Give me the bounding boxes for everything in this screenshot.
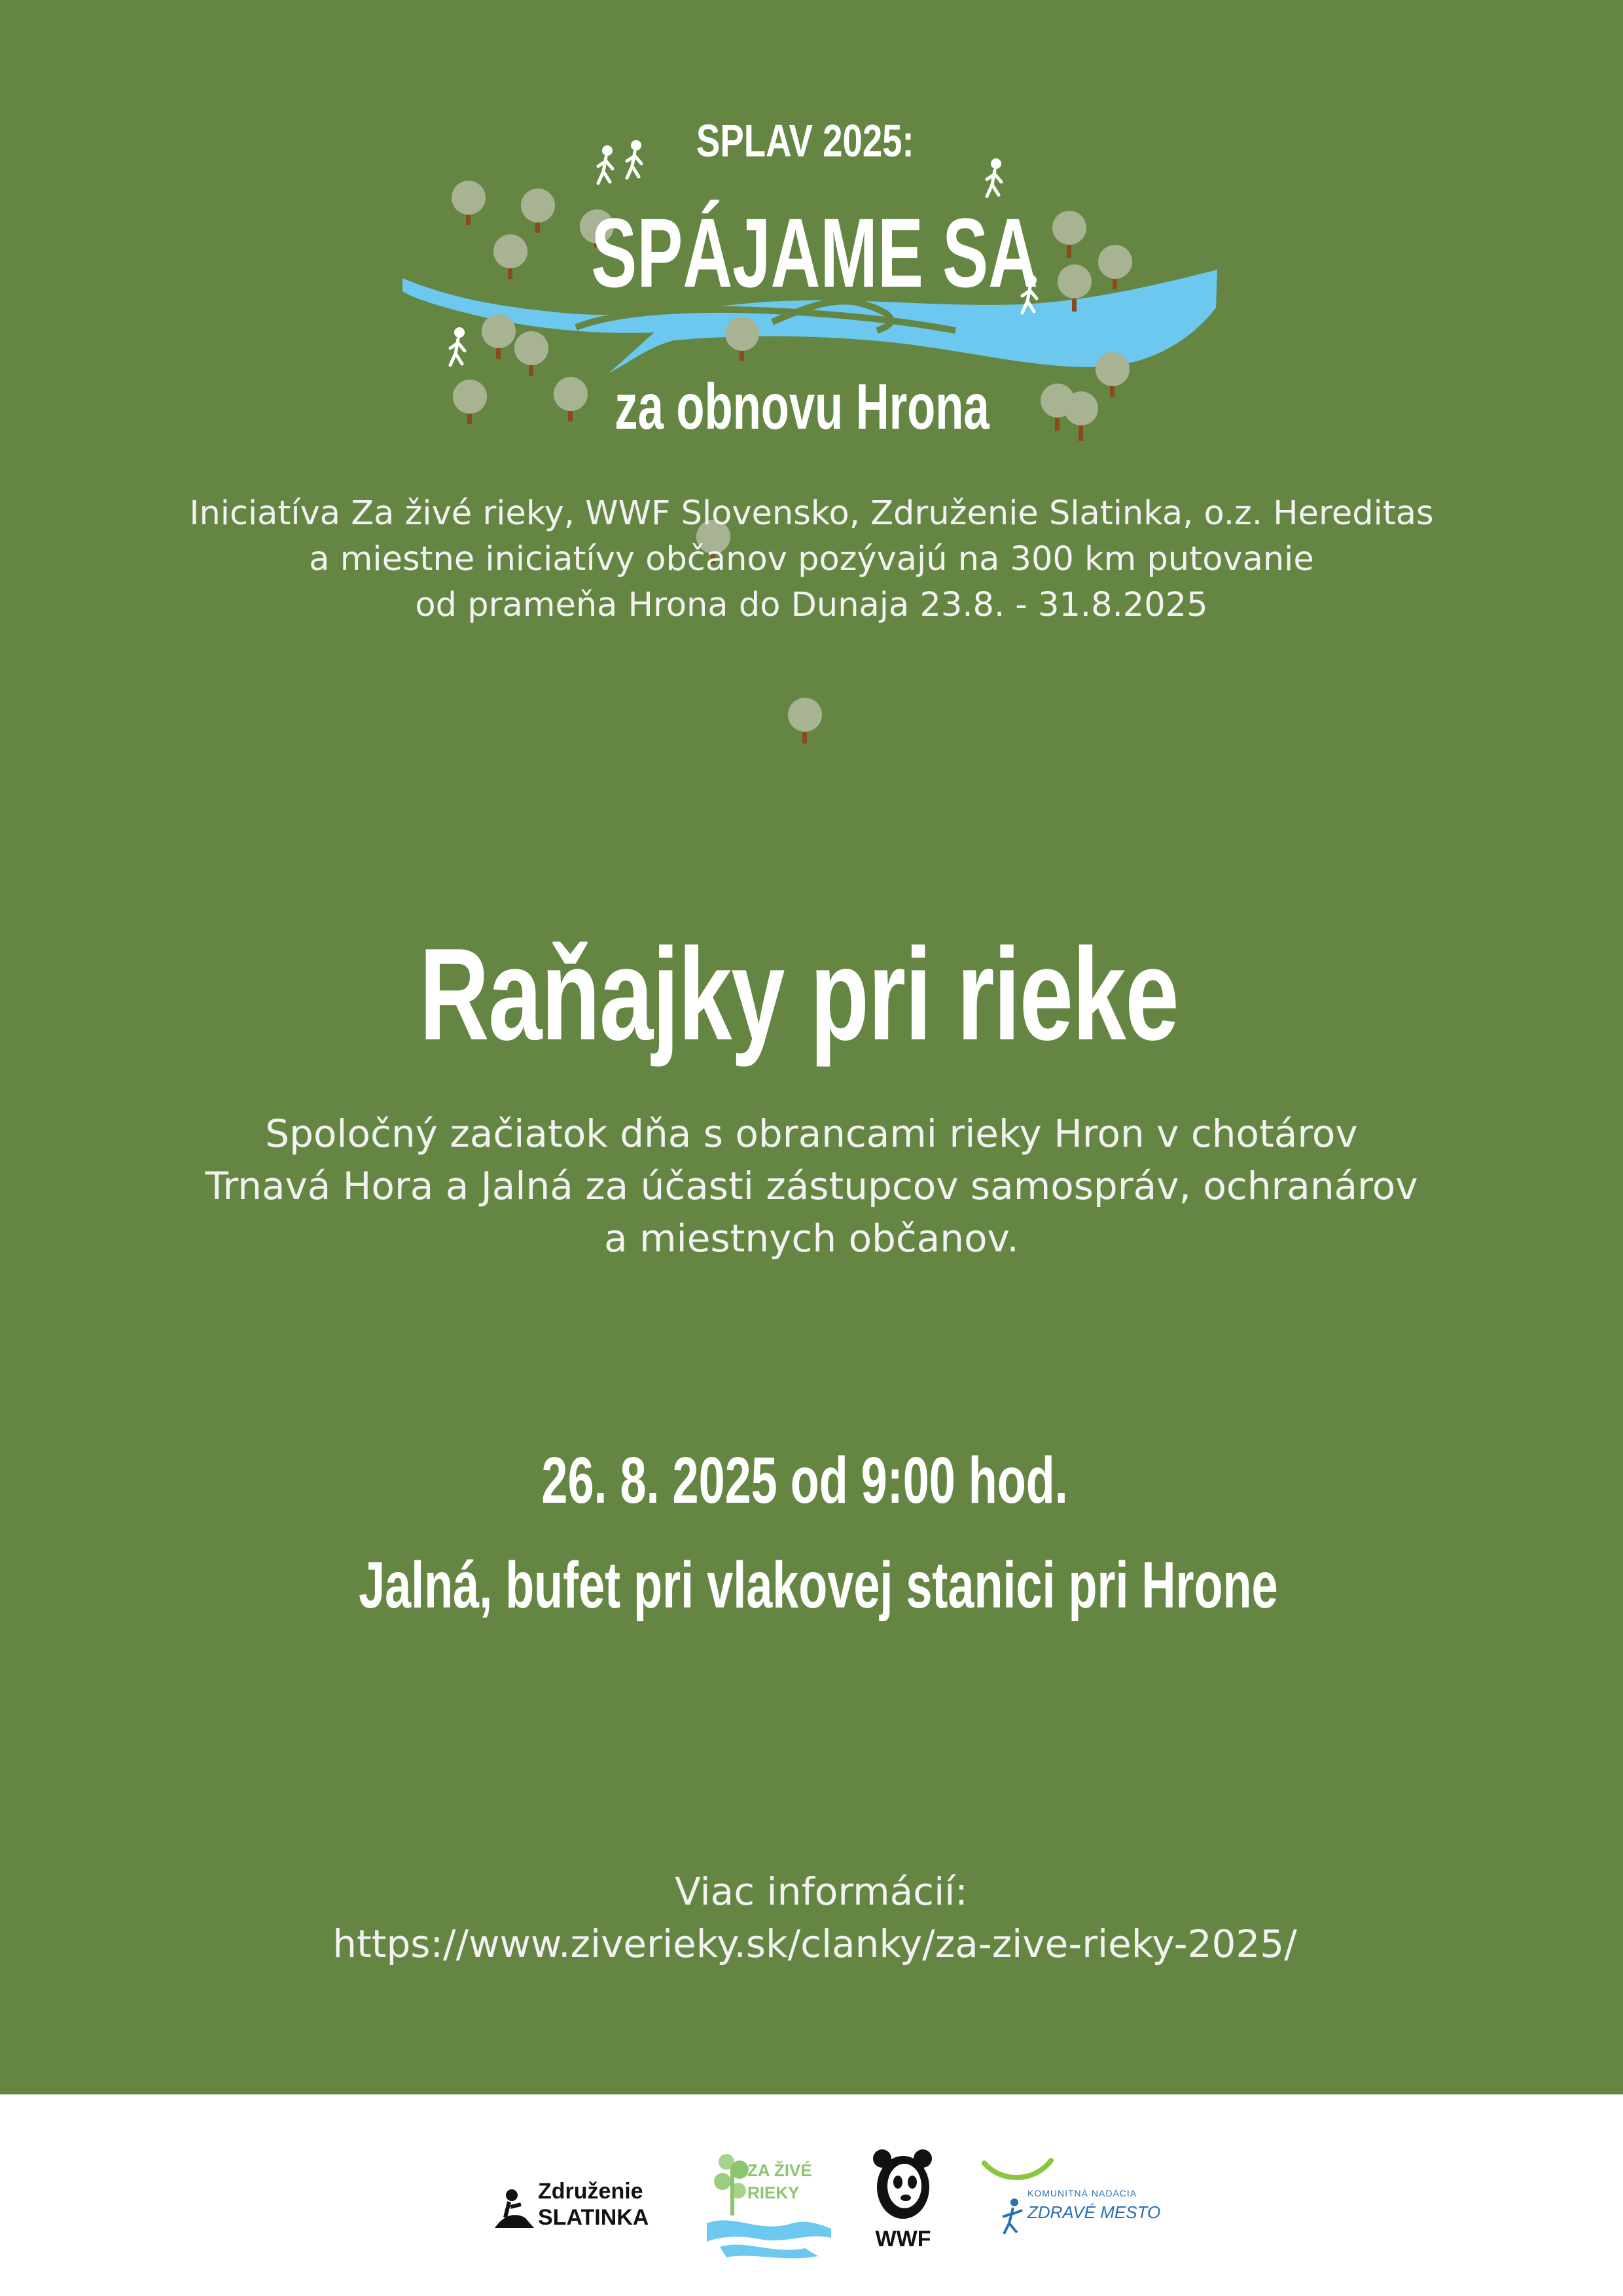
more-info-link[interactable]: https://www.ziverieky.sk/clanky/za-zive-rieky-2025/ [332,1922,1297,1966]
event-datetime-wrap [0,1443,1623,1518]
logo-wwf [870,2147,936,2251]
logo-za-zive-rieky [707,2150,831,2268]
description-line: Spoločný začiatok dňa s obrancami rieky Hron v chotárov [265,1111,1358,1156]
zivrieky-line1: ZA ŽIVÉ [747,2161,812,2180]
slatinka-text [538,2178,649,2231]
event-place-wrap [0,1548,1623,1623]
zdrave-mesto-arc-icon [982,2157,1054,2189]
intro-line: Iniciatíva Za živé rieky, WWF Slovensko, Združenie Slatinka, o.z. Hereditas [189,494,1434,533]
logo-subtitle-wrap [0,370,1623,444]
event-description [0,1107,1623,1265]
event-title-wrap [0,920,1623,1070]
description-line: Trnavá Hora a Jalná za účasti zástupcov samospráv, ochranárov [205,1164,1418,1208]
intro-text [0,491,1623,628]
partner-footer [0,2094,1623,2296]
logo-kicker-wrap [0,115,1623,167]
logo-subtitle: za obnovu Hrona [614,370,990,442]
more-info [0,1865,1623,1970]
slatinka-line2: SLATINKA [538,2205,649,2230]
zdrave-mesto-line2: ZDRAVÉ MESTO [1027,2202,1161,2222]
intro-line: a miestne iniciatívy občanov pozývajú na 300 km putovanie [309,540,1314,579]
walker-icon [450,327,465,365]
logo-zdrave-mesto [982,2157,1178,2248]
tree [788,698,822,744]
event-title: Raňajky pri rieke [419,922,1178,1067]
panda-icon [870,2147,936,2225]
slatinka-line1: Združenie [538,2179,643,2204]
more-info-label: Viac informácií: [675,1869,968,1914]
zdrave-mesto-line1: KOMUNITNÁ NADÁCIA [1027,2188,1137,2198]
logo-title: SPÁJAME SA [591,198,1039,308]
slatinka-emblem-icon [491,2181,537,2233]
zivrieky-text [747,2159,812,2204]
logo-title-wrap [0,196,1623,310]
tree [482,314,516,359]
event-datetime: 26. 8. 2025 od 9:00 hod. [541,1444,1069,1517]
figure-icon [1000,2197,1026,2236]
event-place: Jalná, bufet pri vlakovej stanici pri Hrone [358,1549,1278,1622]
wwf-text: WWF [875,2227,931,2251]
tree [514,331,548,376]
logo-kicker: SPLAV 2025: [696,115,914,166]
intro-line: od prameňa Hrona do Dunaja 23.8. - 31.8.2025 [415,586,1208,624]
description-line: a miestnych občanov. [604,1216,1019,1261]
tree [725,317,759,361]
logo-zdruzenie-slatinka [491,2178,648,2237]
zivrieky-line2: RIEKY [747,2183,800,2202]
